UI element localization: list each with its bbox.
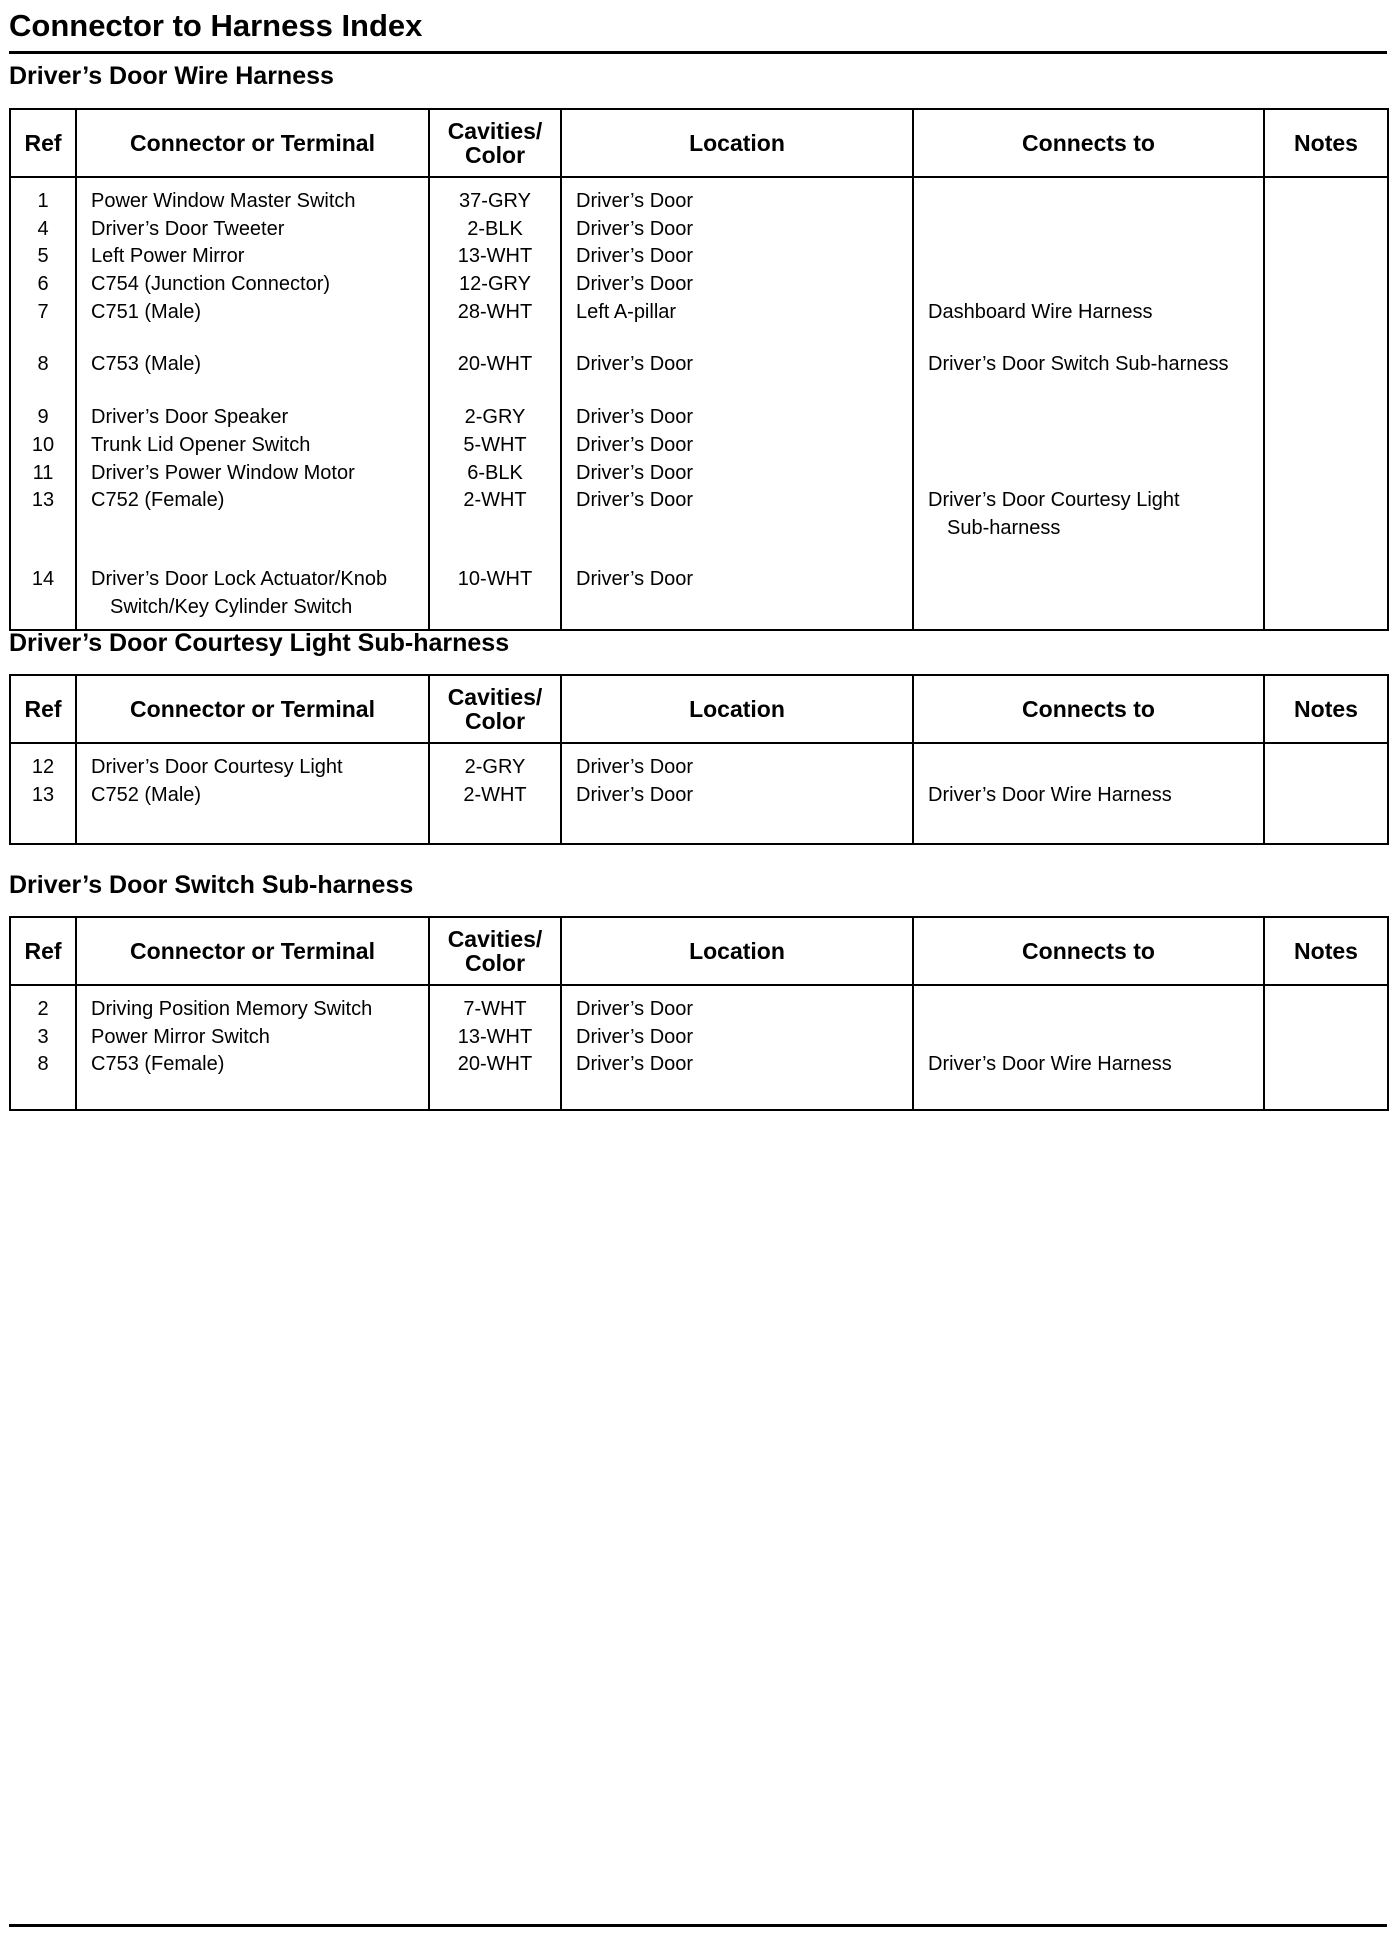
- cell-location: Driver’s Door: [576, 353, 694, 376]
- row-spacer: [1265, 620, 1387, 628]
- header-ref: Ref: [10, 109, 76, 177]
- cell-connects-to: [928, 996, 1263, 1024]
- row-spacer: [91, 1079, 428, 1109]
- row-spacer: [1265, 1079, 1387, 1109]
- cell-connector: Power Window Master Switch: [91, 190, 356, 212]
- row-spacer: [11, 594, 75, 620]
- row-spacer: [1265, 515, 1387, 541]
- row-spacer: [430, 620, 560, 628]
- section-title-courtesy-light: Driver’s Door Courtesy Light Sub-harness: [9, 629, 510, 657]
- row-spacer: [576, 326, 912, 351]
- header-connects-to: Connects to: [913, 917, 1264, 985]
- row-spacer: [928, 326, 1263, 351]
- row-spacer: [1265, 541, 1387, 566]
- cell-connector: Driver’s Power Window Motor: [91, 461, 355, 484]
- connects-to-column: [913, 177, 1264, 630]
- row-spacer: [11, 515, 75, 541]
- row-spacer: [91, 515, 428, 541]
- header-notes: Notes: [1264, 917, 1388, 985]
- cell-connector-cont: Switch/Key Cylinder Switch: [110, 595, 353, 618]
- row-spacer: [11, 620, 75, 628]
- cell-cavities: 12-GRY: [459, 273, 531, 296]
- cell-cavities: 37-GRY: [459, 190, 531, 212]
- cell-notes: [1265, 216, 1387, 244]
- cell-notes: [1265, 487, 1387, 515]
- cell-ref: 4: [37, 217, 49, 240]
- cell-location: Driver’s Door: [576, 489, 694, 512]
- row-spacer: [91, 809, 428, 843]
- cavities-column: [429, 177, 561, 630]
- row-spacer: [430, 594, 560, 620]
- notes-column: [1264, 177, 1388, 630]
- cell-connector: C752 (Male): [91, 783, 202, 806]
- header-cavities: Cavities/ Color: [429, 109, 561, 177]
- connector-column: [76, 743, 429, 844]
- cell-connector: Power Mirror Switch: [91, 1025, 270, 1048]
- location-column: [561, 985, 913, 1110]
- header-connects-to: Connects to: [913, 109, 1264, 177]
- cell-ref: 7: [37, 300, 49, 323]
- row-spacer: [11, 326, 75, 351]
- row-spacer: [430, 379, 560, 404]
- table-body: [10, 985, 1388, 1110]
- section-title-switch-sub-harness: Driver’s Door Switch Sub-harness: [9, 871, 414, 899]
- row-spacer: [576, 809, 912, 843]
- cell-cavities: 5-WHT: [463, 433, 527, 456]
- page-title: Connector to Harness Index: [9, 8, 423, 43]
- cell-ref: 14: [31, 567, 55, 590]
- cell-cavities: 2-WHT: [463, 783, 527, 806]
- courtesy-light-table: [9, 674, 1389, 845]
- header-connector: Connector or Terminal: [76, 675, 429, 743]
- cell-location: Driver’s Door: [576, 217, 694, 240]
- cell-ref: 10: [31, 433, 55, 456]
- cell-cavities: 2-GRY: [464, 756, 526, 778]
- cell-connector: C753 (Female): [91, 1053, 225, 1076]
- cell-cavities: 13-WHT: [457, 1025, 533, 1048]
- bottom-rule: [9, 1924, 1387, 1927]
- cell-cavities: 28-WHT: [457, 300, 533, 323]
- cell-location: Driver’s Door: [576, 190, 694, 212]
- cell-cavities: 2-BLK: [467, 217, 523, 240]
- cavities-column: [429, 985, 561, 1110]
- header-connector: Connector or Terminal: [76, 917, 429, 985]
- cell-ref: 9: [37, 406, 49, 429]
- cell-connector: Trunk Lid Opener Switch: [91, 433, 311, 456]
- header-notes: Notes: [1264, 675, 1388, 743]
- cell-connector: Left Power Mirror: [91, 245, 245, 268]
- table-body: [10, 743, 1388, 844]
- cell-connects-to: [928, 432, 1263, 460]
- cell-ref: 3: [37, 1025, 49, 1048]
- cell-location: Driver’s Door: [576, 406, 694, 429]
- cell-connector: Driving Position Memory Switch: [91, 998, 373, 1020]
- row-spacer: [430, 515, 560, 541]
- header-connects-to: Connects to: [913, 675, 1264, 743]
- cell-connector: C753 (Male): [91, 353, 202, 376]
- cell-connector: C754 (Junction Connector): [91, 273, 331, 296]
- cell-connects-to: [928, 404, 1263, 432]
- cell-cavities: 2-WHT: [463, 489, 527, 512]
- row-spacer: [91, 541, 428, 566]
- cell-connects-to: [928, 568, 1263, 596]
- cell-notes: [1265, 782, 1387, 810]
- title-rule: [9, 51, 1387, 54]
- notes-column: [1264, 985, 1388, 1110]
- location-column: [561, 177, 913, 630]
- cell-cavities: 6-BLK: [467, 461, 523, 484]
- row-spacer: [928, 1079, 1263, 1109]
- header-cavities: Cavities/ Color: [429, 917, 561, 985]
- cell-notes: [1265, 1051, 1387, 1079]
- ref-column: [10, 985, 76, 1110]
- cell-notes: [1265, 351, 1387, 379]
- cell-ref: 2: [37, 998, 49, 1020]
- table-header-row: [10, 917, 1388, 985]
- cell-cavities: 2-GRY: [464, 406, 526, 429]
- row-spacer: [11, 379, 75, 404]
- header-notes: Notes: [1264, 109, 1388, 177]
- row-spacer: [928, 543, 1263, 568]
- row-spacer: [430, 326, 560, 351]
- cell-ref: 1: [37, 190, 49, 212]
- cell-cavities: 20-WHT: [457, 353, 533, 376]
- cell-location: Left A-pillar: [576, 300, 677, 323]
- cell-notes: [1265, 1024, 1387, 1052]
- cell-location: Driver’s Door: [576, 567, 694, 590]
- table-header-row: [10, 109, 1388, 177]
- row-spacer: [11, 809, 75, 843]
- row-spacer: [430, 809, 560, 843]
- cell-notes: [1265, 996, 1387, 1024]
- row-spacer: [11, 541, 75, 566]
- cell-ref: 6: [37, 273, 49, 296]
- row-spacer: [576, 1079, 912, 1109]
- cell-notes: [1265, 754, 1387, 782]
- cell-location: Driver’s Door: [576, 998, 694, 1020]
- cell-connects-to: [928, 460, 1263, 488]
- cell-ref: 13: [31, 489, 55, 512]
- cell-connects-to: Driver’s Door Courtesy Light: [928, 489, 1180, 512]
- table-header-row: [10, 675, 1388, 743]
- row-spacer: [91, 379, 428, 404]
- cell-location: Driver’s Door: [576, 756, 694, 778]
- cell-notes: [1265, 460, 1387, 488]
- cell-connects-to: [928, 243, 1263, 271]
- cell-location: Driver’s Door: [576, 1053, 694, 1076]
- header-ref: Ref: [10, 917, 76, 985]
- cell-connector: C751 (Male): [91, 300, 202, 323]
- cell-connects-to: [928, 271, 1263, 299]
- row-spacer: [1265, 809, 1387, 843]
- cell-connector: Driver’s Door Speaker: [91, 406, 289, 429]
- cell-ref: 8: [37, 353, 49, 376]
- row-spacer: [928, 621, 1263, 629]
- cell-connector: Driver’s Door Lock Actuator/Knob: [91, 567, 388, 590]
- header-location: Location: [561, 917, 913, 985]
- cell-connects-to: [928, 216, 1263, 244]
- cavities-column: [429, 743, 561, 844]
- ref-column: [10, 177, 76, 630]
- row-spacer: [1265, 326, 1387, 351]
- cell-connects-to-cont: Sub-harness: [947, 516, 1061, 539]
- cell-ref: 5: [37, 245, 49, 268]
- cell-location: Driver’s Door: [576, 461, 694, 484]
- section-title-wire-harness: Driver’s Door Wire Harness: [9, 62, 334, 90]
- cell-cavities: 20-WHT: [457, 1053, 533, 1076]
- row-spacer: [576, 541, 912, 566]
- row-spacer: [576, 515, 912, 541]
- cell-connects-to: [928, 188, 1263, 216]
- cell-ref: 13: [31, 783, 55, 806]
- row-spacer: [91, 326, 428, 351]
- notes-column: [1264, 743, 1388, 844]
- table-body: [10, 177, 1388, 630]
- wire-harness-table: [9, 108, 1389, 631]
- cell-cavities: 13-WHT: [457, 245, 533, 268]
- cell-notes: [1265, 432, 1387, 460]
- row-spacer: [430, 541, 560, 566]
- row-spacer: [576, 379, 912, 404]
- cell-location: Driver’s Door: [576, 245, 694, 268]
- header-location: Location: [561, 109, 913, 177]
- cell-cavities: 7-WHT: [463, 998, 527, 1020]
- cell-ref: 8: [37, 1053, 49, 1076]
- cell-notes: [1265, 243, 1387, 271]
- connects-to-column: [913, 985, 1264, 1110]
- cell-notes: [1265, 404, 1387, 432]
- row-spacer: [11, 1079, 75, 1109]
- connects-to-column: [913, 743, 1264, 844]
- cell-notes: [1265, 271, 1387, 299]
- cell-location: Driver’s Door: [576, 783, 694, 806]
- cell-connects-to: [928, 1024, 1263, 1052]
- row-spacer: [430, 1079, 560, 1109]
- header-cavities: Cavities/ Color: [429, 675, 561, 743]
- cell-connector: Driver’s Door Tweeter: [91, 217, 285, 240]
- row-spacer: [1265, 379, 1387, 404]
- cell-location: Driver’s Door: [576, 273, 694, 296]
- cell-notes: [1265, 299, 1387, 327]
- cell-connects-to: Driver’s Door Wire Harness: [928, 1053, 1172, 1076]
- cell-ref: 11: [32, 461, 54, 484]
- connector-column: [76, 177, 429, 630]
- cell-connects-to: Driver’s Door Switch Sub-harness: [928, 353, 1229, 376]
- connector-column: [76, 985, 429, 1110]
- row-spacer: [1265, 594, 1387, 620]
- cell-ref: 12: [31, 756, 55, 778]
- header-ref: Ref: [10, 675, 76, 743]
- cell-location: Driver’s Door: [576, 433, 694, 456]
- location-column: [561, 743, 913, 844]
- cell-notes: [1265, 566, 1387, 594]
- row-spacer: [928, 595, 1263, 621]
- switch-sub-harness-table: [9, 916, 1389, 1111]
- cell-notes: [1265, 188, 1387, 216]
- header-location: Location: [561, 675, 913, 743]
- cell-location: Driver’s Door: [576, 1025, 694, 1048]
- cell-connector: C752 (Female): [91, 489, 225, 512]
- row-spacer: [576, 594, 912, 620]
- cell-cavities: 10-WHT: [457, 567, 533, 590]
- cell-connects-to: [928, 754, 1263, 782]
- row-spacer: [576, 620, 912, 628]
- row-spacer: [928, 809, 1263, 843]
- ref-column: [10, 743, 76, 844]
- cell-connects-to: Dashboard Wire Harness: [928, 300, 1153, 323]
- header-connector: Connector or Terminal: [76, 109, 429, 177]
- cell-connector: Driver’s Door Courtesy Light: [91, 756, 343, 778]
- row-spacer: [928, 379, 1263, 404]
- cell-connects-to: Driver’s Door Wire Harness: [928, 783, 1172, 806]
